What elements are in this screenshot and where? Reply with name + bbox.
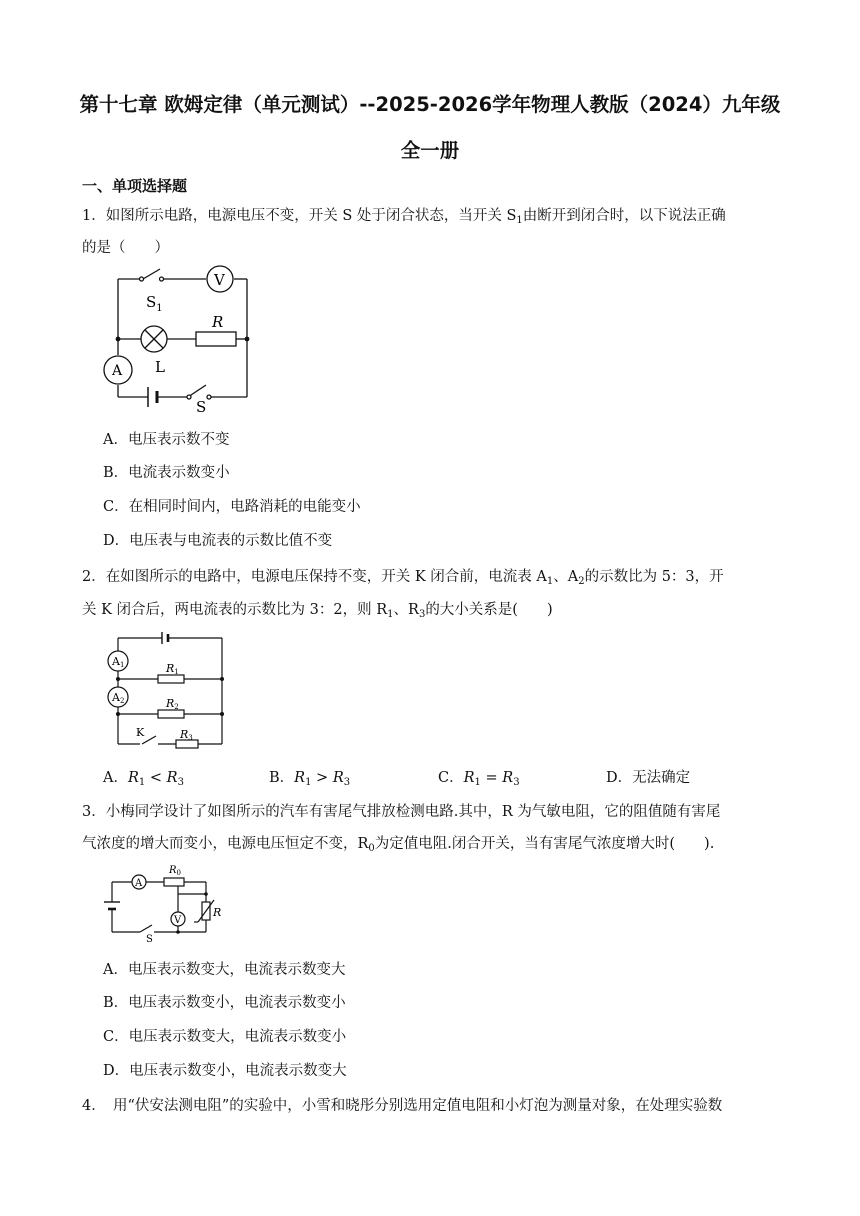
q2-label-r3: R3	[180, 728, 193, 742]
q3-label-a: A	[135, 878, 143, 889]
q3-label-s: S	[146, 934, 153, 944]
q2-resistor-r2	[158, 710, 184, 718]
q2-label-r1: R1	[166, 662, 179, 676]
q2-label-k: K	[136, 726, 145, 739]
q3-option-d[interactable]: D．电压表示数变小，电流表示数变大	[103, 1063, 347, 1079]
q2-option-c[interactable]: C．$R_1 = R_3$	[438, 770, 520, 788]
q3-option-c[interactable]: C．电压表示数变大，电流表示数变小	[103, 1029, 347, 1045]
q1-stem-line1: 1．如图所示电路，电源电压不变，开关 S 处于闭合状态，当开关 $S_1$由断开到闭合时，以下说法正确	[82, 208, 726, 226]
q1-label-s: S	[196, 398, 207, 414]
q1-option-b[interactable]: B．电流表示数变小	[103, 465, 230, 481]
q3-stem-line2: 气浓度的增大而变小，电源电压恒定不变，$R_0$为定值电阻.闭合开关，当有害尾气浓度增大时( ).	[82, 836, 715, 854]
q2-options-row	[103, 766, 803, 788]
q2-stem-line2: 关 K 闭合后，两电流表的示数比为 3：2，则 $R_1$、$R_3$的大小关系是( )	[82, 602, 553, 620]
q2-label-a2: A2	[112, 691, 125, 705]
q1-label-l: L	[155, 358, 165, 376]
q3-label-r: R	[213, 906, 222, 919]
q1-resistor	[196, 332, 236, 346]
q3-stem-line1: 3．小梅同学设计了如图所示的汽车有害尾气排放检测电路.其中，R 为气敏电阻，它的阻值随有害尾	[82, 804, 721, 820]
q2-stem-line1: 2．在如图所示的电路中，电源电压保持不变，开关 K 闭合前，电流表 $A_1$、$A_2$的示数比为 5：3，开	[82, 569, 724, 587]
q1-label-s1: $S_1$	[146, 293, 163, 314]
q1-label-a: A	[112, 363, 123, 379]
q3-option-b[interactable]: B．电压表示数变小，电流表示数变小	[103, 995, 346, 1011]
q3-resistor-r0	[164, 878, 184, 886]
q2-option-b[interactable]: B．$R_1 > R_3$	[269, 770, 351, 788]
q1-option-d[interactable]: D．电压表与电流表的示数比值不变	[103, 533, 333, 549]
q3-label-v: V	[174, 915, 182, 926]
q1-stem-line2: 的是（ ）	[82, 240, 169, 256]
q2-option-d[interactable]: D．无法确定	[606, 770, 691, 786]
q2-label-r2: R2	[166, 697, 179, 711]
q2-resistor-r1	[158, 675, 184, 683]
q3-label-r0: $R_0$	[169, 865, 181, 877]
q4-stem-line1: 4． 用“伏安法测电阻”的实验中，小雪和晓彤分别选用定值电阻和小灯泡为测量对象，在处理实验数	[82, 1098, 723, 1114]
q1-label-r: R	[212, 313, 224, 331]
q2-resistor-r3	[176, 740, 198, 748]
q1-label-v: V	[214, 271, 225, 289]
q1-circuit-diagram	[100, 262, 260, 414]
document-title-line2: 全一册	[400, 139, 460, 162]
q2-label-a1: A1	[112, 655, 125, 669]
document-title-line1: 第十七章 欧姆定律（单元测试）--2025-2026学年物理人教版（2024）九年级	[79, 93, 781, 116]
section-heading: 一、单项选择题	[82, 177, 188, 195]
q3-circuit-diagram	[100, 862, 230, 944]
q2-option-a[interactable]: A．$R_1 < R_3$	[103, 770, 184, 788]
q1-option-c[interactable]: C．在相同时间内，电路消耗的电能变小	[103, 499, 361, 515]
q2-circuit-diagram	[100, 632, 230, 752]
q1-option-a[interactable]: A．电压表示数不变	[103, 432, 230, 448]
q3-option-a[interactable]: A．电压表示数变大，电流表示数变大	[103, 962, 346, 978]
